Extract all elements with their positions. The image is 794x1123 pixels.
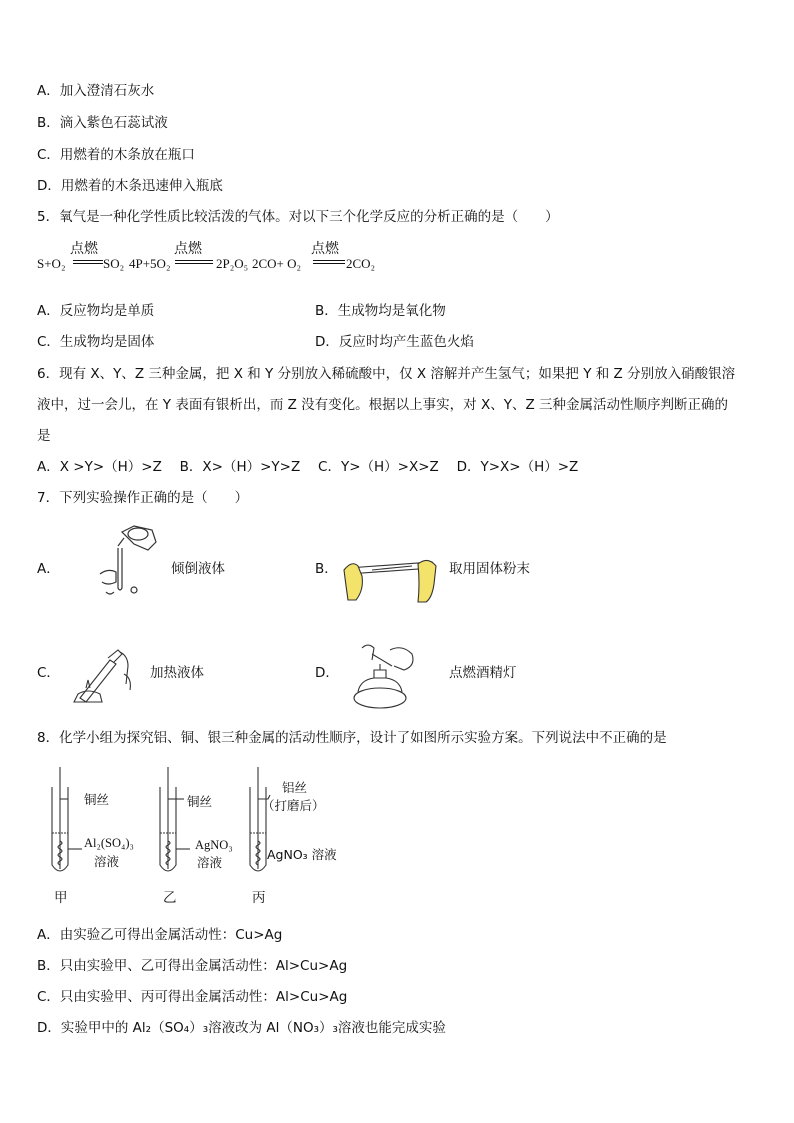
eq2-condition: 点燃 [174,241,202,257]
q6-stem-line3: 是 [37,428,51,444]
tube1-name: 甲 [54,890,68,906]
q6-options: A．X >Y>（H）>Z B．X>（H）>Y>Z C．Y>（H）>X>Z D．Y>X>（H）>Z [37,459,579,475]
solid-powder-figure [342,540,438,608]
q7-c-letter: C． [37,665,60,681]
q7-d-letter: D． [315,665,339,681]
tube1-solution-formula: Al₂(SO₄)₃ [84,836,134,850]
tube2-solution-formula: AgNO₃ [195,838,233,852]
eq1-left: S+O₂ [37,256,66,271]
tube2-wire-label: 铜丝 [187,794,213,809]
lighting-alcohol-lamp-figure [346,640,420,712]
q8-option-b: B．只由实验甲、乙可得出金属活动性：Al>Cu>Ag [37,958,348,974]
tube3-wire-label: 铝丝 [282,780,308,795]
tube3-name: 丙 [252,890,266,906]
pouring-liquid-figure [94,522,164,602]
tube3-solution-label: AgNO₃ 溶液 [267,847,337,862]
q7-b-letter: B． [315,561,338,577]
q5-stem: 5．氧气是一种化学性质比较活泼的气体。对以下三个化学反应的分析正确的是（ ） [37,209,559,225]
eq3-right: 2CO₂ [346,256,376,271]
q7-d-text: 点燃酒精灯 [449,665,517,681]
q7-b-text: 取用固体粉末 [449,561,530,577]
q4-option-c: C．用燃着的木条放在瓶口 [37,147,195,163]
heating-liquid-figure [72,644,138,706]
q6-stem-line1: 6．现有 X、Y、Z 三种金属，把 X 和 Y 分别放入稀硫酸中，仅 X 溶解并产生氢气；如果把 Y 和 Z 分别放入硝酸银溶 [37,366,736,382]
q5-option-a: A．反应物均是单质 [37,303,155,319]
tube1-wire-label: 铜丝 [84,792,110,807]
eq1-condition: 点燃 [70,241,98,257]
q7-a-text: 倾倒液体 [171,561,225,577]
eq2-left: 4P+5O₂ [129,256,171,271]
q4-option-a: A．加入澄清石灰水 [37,83,155,99]
tube2-solution-label: 溶液 [197,855,223,870]
q7-c-text: 加热液体 [150,665,204,681]
q5-option-d: D．反应时均产生蓝色火焰 [315,334,474,350]
tube1-solution-label: 溶液 [94,854,120,869]
q8-option-d: D．实验甲中的 Al₂（SO₄）₃溶液改为 Al（NO₃）₃溶液也能完成实验 [37,1020,446,1036]
eq1-right: SO₂ [103,256,125,271]
eq3-condition: 点燃 [311,241,339,257]
q8-option-a: A．由实验乙可得出金属活动性：Cu>Ag [37,927,283,943]
q8-stem: 8．化学小组为探究铝、铜、银三种金属的活动性顺序，设计了如图所示实验方案。下列说法中不正确的是 [37,730,667,746]
q5-equations [37,238,457,278]
eq2-right: 2P₂O₅ [216,256,249,271]
q4-option-d: D．用燃着的木条迅速伸入瓶底 [37,178,223,194]
q8-option-c: C．只由实验甲、丙可得出金属活动性：Al>Cu>Ag [37,989,348,1005]
eq3-left: 2CO+ O₂ [252,256,302,271]
q6-stem-line2: 液中，过一会儿，在 Y 表面有银析出，而 Z 没有变化。根据以上事实，对 X、Y、Z 三种金属活动性顺序判断正确的 [37,397,728,413]
q5-option-c: C．生成物均是固体 [37,334,155,350]
q7-stem: 7．下列实验操作正确的是（ ） [37,490,249,506]
tube3-wire-note: （打磨后） [262,798,325,813]
q7-a-letter: A． [37,561,60,577]
q5-option-b: B．生成物均是氧化物 [315,303,446,319]
q4-option-b: B．滴入紫色石蕊试液 [37,115,168,131]
tube2-name: 乙 [163,890,177,906]
